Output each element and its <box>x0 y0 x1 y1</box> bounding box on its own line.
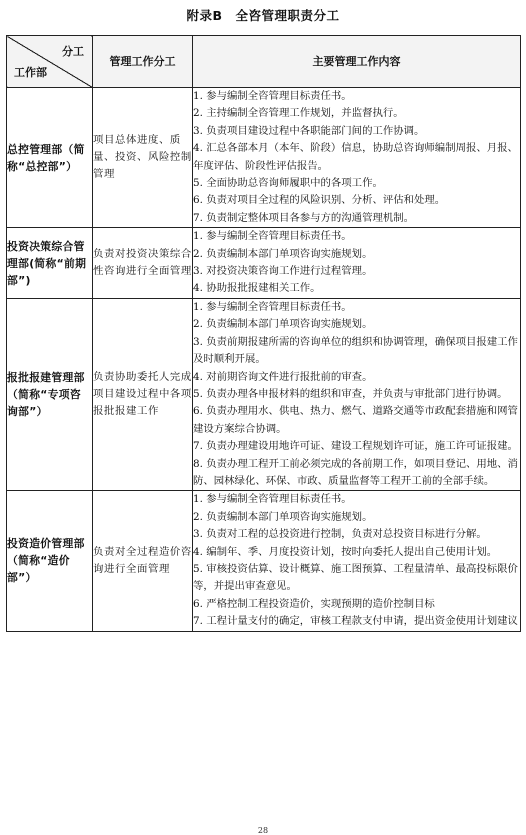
duty-item: 2. 负责编制本部门单项咨询实施规划。 <box>193 247 373 260</box>
duty-item: 1. 参与编制全咨管理目标责任书。 <box>193 230 352 243</box>
department-name: 总控管理部（简称“总控部”） <box>7 88 93 228</box>
table-row <box>7 491 521 631</box>
duty-list <box>193 491 521 631</box>
duty-item: 1. 参与编制全咨管理目标责任书。 <box>193 300 352 313</box>
department-name: 投资决策综合管理部(简称“前期部”) <box>7 228 93 299</box>
duty-item: 7. 负责办理建设用地许可证、建设工程规划许可证，施工许可证报建。 <box>193 440 518 453</box>
table-row <box>7 88 521 228</box>
duty-item: 3. 负责项目建设过程中各职能部门间的工作协调。 <box>193 124 425 137</box>
duties-table <box>6 35 521 632</box>
duty-item: 5. 负责办理各申报材料的组织和审查，并负责与审批部门进行协调。 <box>193 387 508 400</box>
duty-item: 2. 负责编制本部门单项咨询实施规划。 <box>193 510 373 523</box>
duty-item: 2. 主持编制全咨管理工作规划，并监督执行。 <box>193 107 404 120</box>
duty-item: 4. 对前期咨询文件进行报批前的审查。 <box>193 370 373 383</box>
duty-item: 1. 参与编制全咨管理目标责任书。 <box>193 493 352 506</box>
duty-list <box>193 88 521 228</box>
duty-item: 6. 负责对项目全过程的风险识别、分析、评估和处理。 <box>193 194 446 207</box>
table-header-row <box>7 36 521 88</box>
table-row <box>7 228 521 299</box>
management-area: 项目总体进度、质量、投资、风险控制管理 <box>93 88 193 228</box>
duty-list <box>193 298 521 490</box>
duty-item: 1. 参与编制全咨管理目标责任书。 <box>193 90 352 102</box>
page-number: 28 <box>257 826 269 835</box>
duty-item: 3. 负责对工程的总投资进行控制，负责对总投资目标进行分解。 <box>193 528 487 541</box>
header-division-label: 分工 <box>62 45 84 58</box>
duty-item: 6. 严格控制工程投资造价，实现预期的造价控制目标 <box>193 597 435 610</box>
duty-item: 5. 全面协助总咨询师履职中的各项工作。 <box>193 177 383 190</box>
duty-item: 7. 负责制定整体项目各参与方的沟通管理机制。 <box>193 211 415 224</box>
duty-list <box>193 228 521 299</box>
page-title: 附录B 全咨管理职责分工 <box>186 8 340 23</box>
management-area: 负责协助委托人完成项目建设过程中各项报批报建工作 <box>93 298 193 490</box>
duty-item: 7. 工程计量支付的确定，审核工程款支付申请，提出资金使用计划建议 <box>193 615 518 628</box>
table-row <box>7 298 521 490</box>
duty-item: 4. 协助报批报建相关工作。 <box>193 282 321 295</box>
department-name: 投资造价管理部（简称“造价部”） <box>7 491 93 631</box>
header-area-column: 管理工作分工 <box>93 36 193 88</box>
header-department-label: 工作部 <box>14 65 47 79</box>
diagonal-header-cell <box>7 36 93 88</box>
management-area: 负责对投资决策综合性咨询进行全面管理 <box>93 228 193 299</box>
duty-item: 5. 审核投资估算、设计概算、施工图预算、工程量清单、最高投标限价等，并提出审查意见。 <box>193 562 518 593</box>
department-name: 报批报建管理部（简称“专项咨询部”） <box>7 298 93 490</box>
duty-item: 6. 负责办理用水、供电、热力、燃气、道路交通等市政配套措施和网管建设方案综合协调。 <box>193 405 518 435</box>
duty-item: 4. 编制年、季、月度投资计划，按时向委托人提出自己使用计划。 <box>193 545 498 558</box>
duty-item: 4. 汇总各部本月（本年、阶段）信息，协助总咨询师编制周报、月报、年度评估、阶段性评估报告。 <box>193 142 518 172</box>
duty-item: 8. 负责办理工程开工前必须完成的各前期工作，如项目登记、用地、消防、园林绿化、环保、市政、质量监督等工程开工前的全部手续。 <box>193 457 518 487</box>
management-area: 负责对全过程造价咨询进行全面管理 <box>93 491 193 631</box>
header-content-column: 主要管理工作内容 <box>193 36 521 88</box>
duty-item: 3. 负责前期报建所需的咨询单位的组织和协调管理，确保项目报建工作及时顺利开展。 <box>193 335 518 366</box>
duty-item: 3. 对投资决策咨询工作进行过程管理。 <box>193 265 373 278</box>
duty-item: 2. 负责编制本部门单项咨询实施规划。 <box>193 318 373 331</box>
